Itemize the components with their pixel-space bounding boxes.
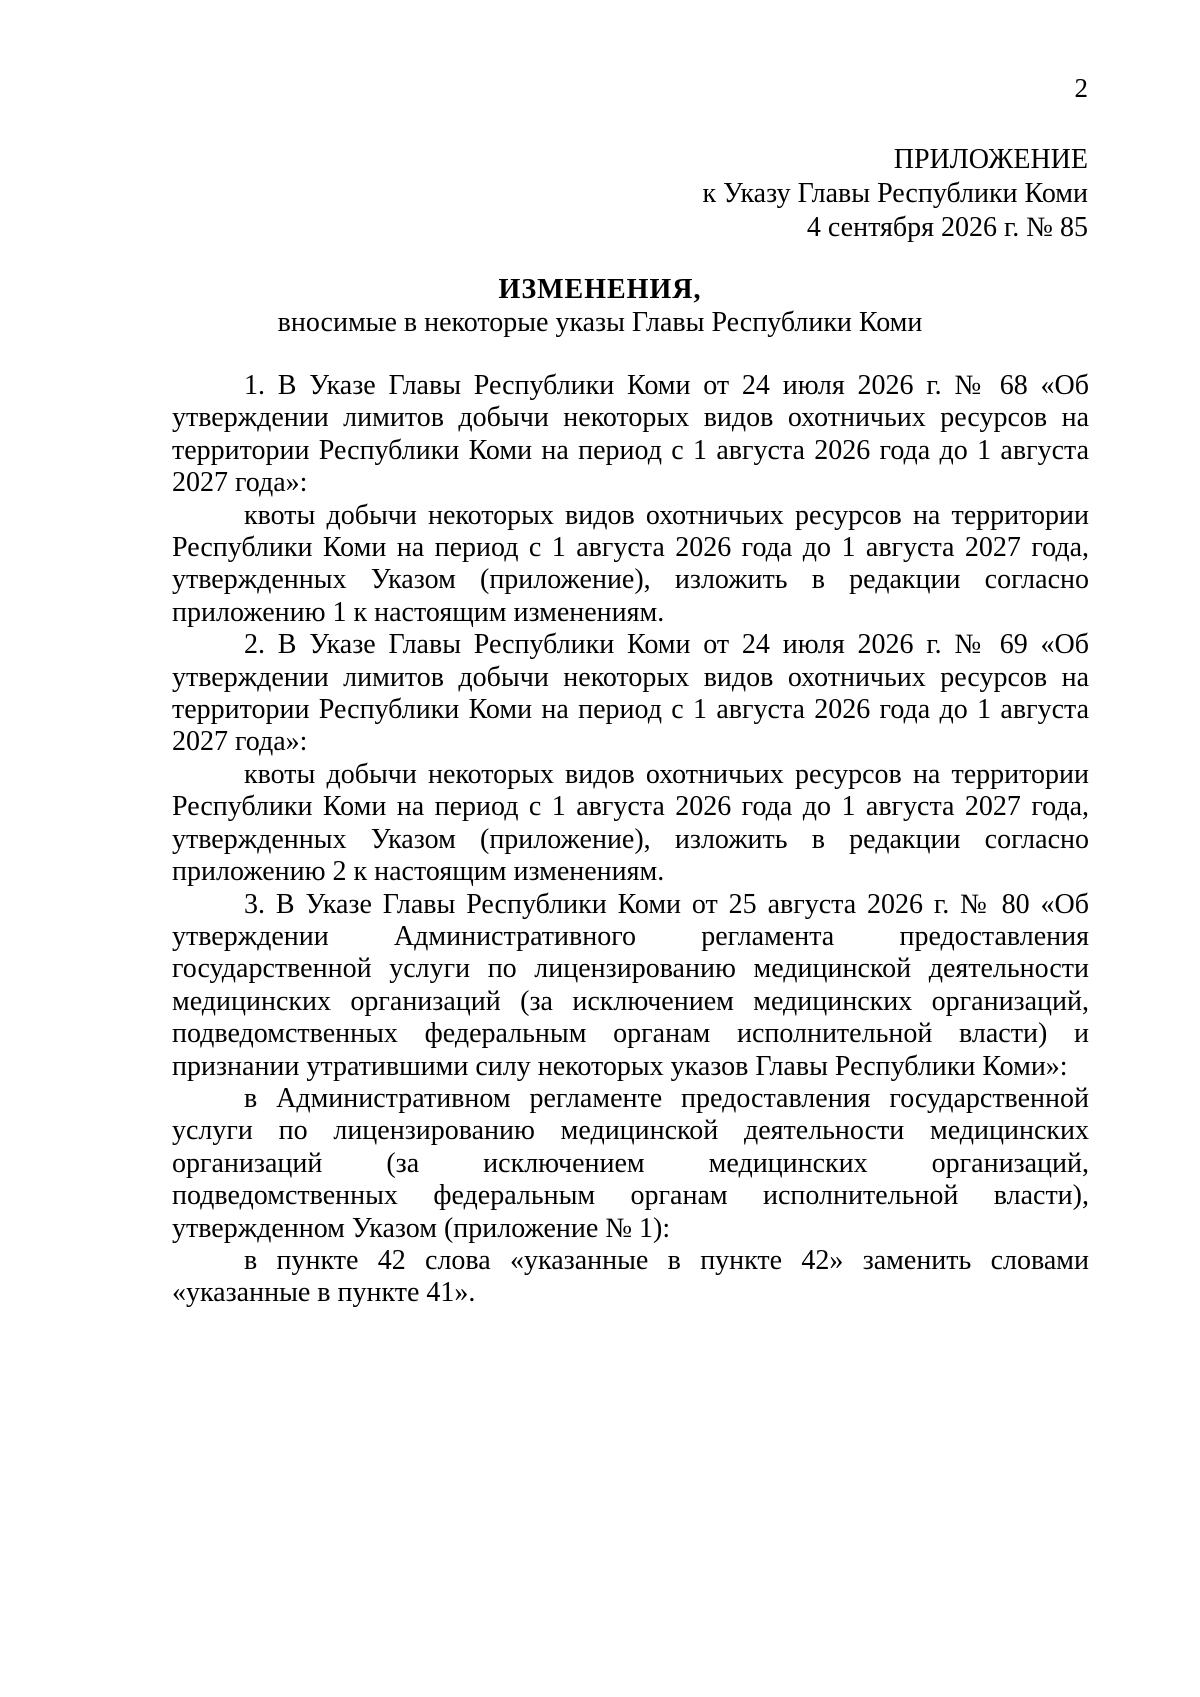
page-number: 2 [1074, 73, 1088, 103]
document-subtitle: вносимые в некоторые указы Главы Республики Коми [277, 307, 923, 338]
paragraph-7: в пункте 42 слова «указанные в пункте 42» заменить словами «указанные в пункте 41». [172, 1244, 1089, 1309]
paragraph-2: квоты добычи некоторых видов охотничьих ресурсов на территории Республики Коми на период с 1 августа 2026 года до 1 августа 2027 года, утвержденных Указом (приложение), изложить в редакции согласно приложению 1 к настоящим изменениям. [172, 499, 1089, 628]
appendix-date-number: 4 сентября 2026 г. № 85 [806, 212, 1088, 243]
paragraph-3: 2. В Указе Главы Республики Коми от 24 июля 2026 г. № 69 «Об утверждении лимитов добычи некоторых видов охотничьих ресурсов на территории Республики Коми на период с 1 августа 2026 года до 1 августа 2027 года»: [172, 629, 1089, 758]
appendix-reference: к Указу Главы Республики Коми [702, 178, 1088, 209]
paragraph-5: 3. В Указе Главы Республики Коми от 25 августа 2026 г. № 80 «Об утверждении Административного регламента предоставления государственной услуги по лицензированию медицинской деятельности медицинских организаций (за исключением медицинских организаций, подведомственных федеральным органам исполнительной власти) и признании утратившими силу некоторых указов Главы Республики Коми»: [172, 888, 1089, 1082]
paragraph-1: 1. В Указе Главы Республики Коми от 24 июля 2026 г. № 68 «Об утверждении лимитов добычи некоторых видов охотничьих ресурсов на территории Республики Коми на период с 1 августа 2026 года до 1 августа 2027 года»: [172, 370, 1089, 499]
appendix-header [703, 143, 1088, 245]
paragraph-4: квоты добычи некоторых видов охотничьих ресурсов на территории Республики Коми на период с 1 августа 2026 года до 1 августа 2027 года, утвержденных Указом (приложение), изложить в редакции согласно приложению 2 к настоящим изменениям. [172, 758, 1089, 888]
document-title: ИЗМЕНЕНИЯ, [498, 274, 702, 305]
paragraph-6: в Административном регламенте предоставления государственной услуги по лицензированию медицинской деятельности медицинских организаций (за исключением медицинских организаций, подведомственных федеральным органам исполнительной власти), утвержденном Указом (приложение № 1): [172, 1082, 1089, 1244]
appendix-label: ПРИЛОЖЕНИЕ [893, 144, 1088, 175]
document-body [172, 370, 1089, 1310]
